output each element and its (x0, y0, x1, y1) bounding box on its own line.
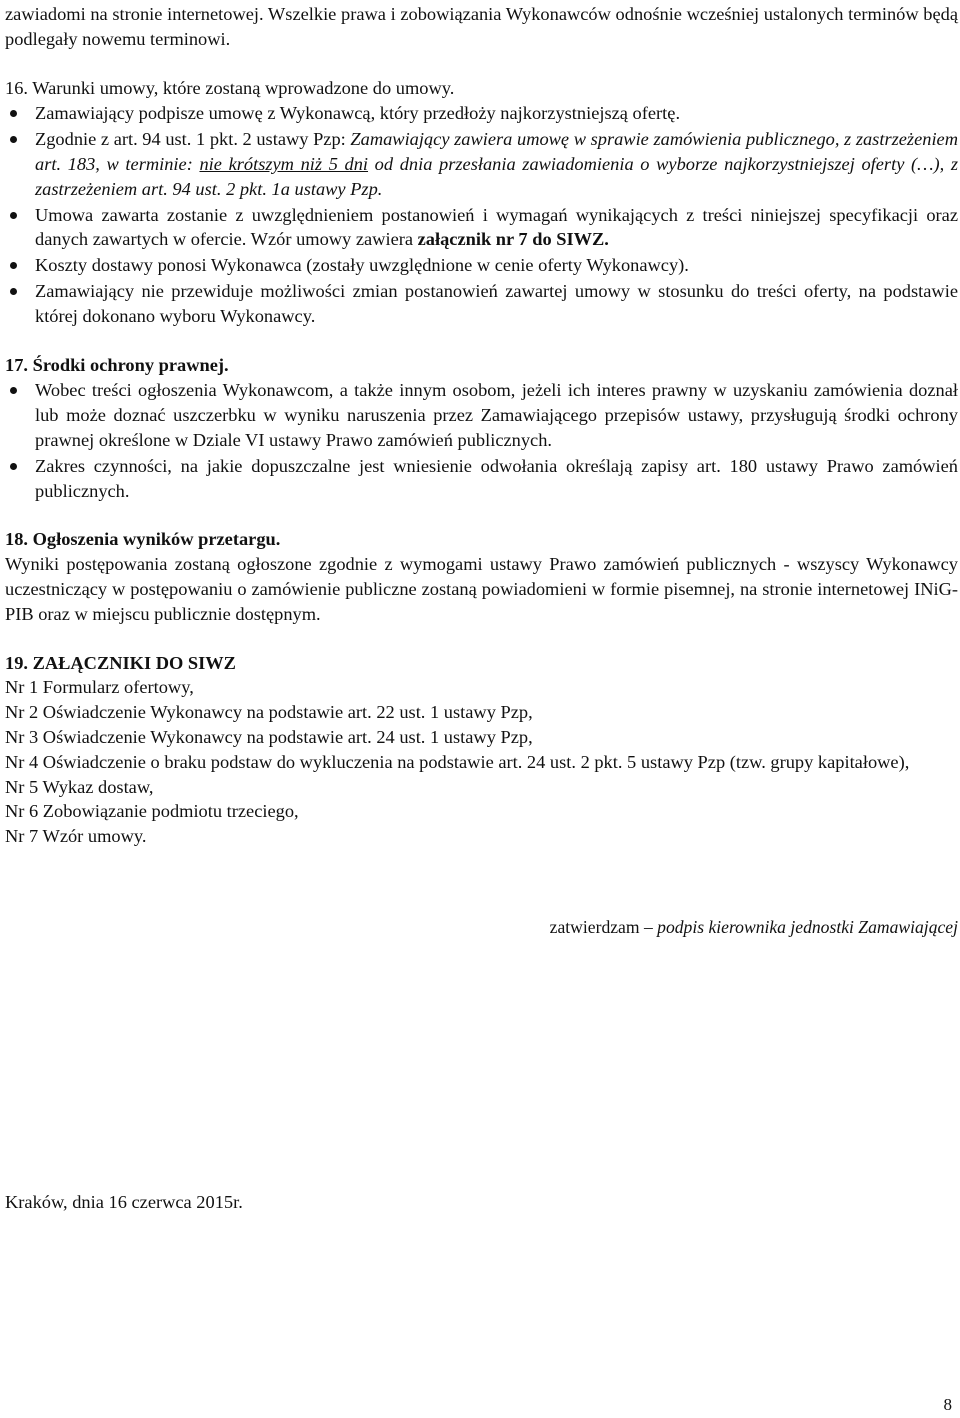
list-item (5, 203, 958, 253)
list-item (5, 253, 958, 278)
section-18-paragraph: Wyniki postępowania zostaną ogłoszone zgodnie z wymogami ustawy Prawo zamówień publicznych - wszyscy Wykonawcy uczestniczący w postępowaniu o zamówienie publiczne zostaną powiadomieni w formie pisemnej, na stronie internetowej INiG-PIB oraz w miejscu publicznie dostępnym. (5, 554, 958, 624)
item-text: Zamawiający nie przewiduje możliwości zmian postanowień zawartej umowy w stosunku do treści oferty, na podstawie której dokonano wyboru Wykonawcy. (35, 280, 958, 326)
item-text: Wobec treści ogłoszenia Wykonawcom, a także innym osobom, jeżeli ich interes prawny w uzyskaniu zamówienia doznał lub może doznać uszczerbku w wyniku naruszenia przez Zamawiającego przepisów ustawy, przysługują środki ochrony prawnej określone w Dziale VI ustawy Prawo zamówień publicznych. (35, 380, 958, 450)
page-number: 8 (943, 1395, 952, 1414)
list-item (5, 279, 958, 329)
section-16-title: 16. Warunki umowy, które zostaną wprowadzone do umowy. (5, 77, 455, 98)
item-text: Zamawiający podpisze umowę z Wykonawcą, który przedłoży najkorzystniejszą ofertę. (35, 103, 681, 124)
attachment-item: Nr 7 Wzór umowy. (5, 826, 147, 847)
item-text: Zakres czynności, na jakie dopuszczalne jest wniesienie odwołania określają zapisy art. 180 ustawy Prawo zamówień publicznych. (35, 455, 958, 501)
section-18-title: 18. Ogłoszenia wyników przetargu. (5, 529, 281, 550)
item-text-bold: załącznik nr 7 do SIWZ. (417, 229, 609, 250)
attachment-item: Nr 6 Zobowiązanie podmiotu trzeciego, (5, 801, 299, 822)
document-page (5, 0, 958, 849)
attachment-item: Nr 4 Oświadczenie o braku podstaw do wykluczenia na podstawie art. 24 ust. 2 pkt. 5 ustawy Pzp (tzw. grupy kapitałowe), (5, 751, 910, 772)
list-item (5, 127, 958, 201)
signature-caption: podpis kierownika jednostki Zamawiającej (657, 917, 958, 937)
intro-paragraph: zawiadomi na stronie internetowej. Wszelkie prawa i zobowiązania Wykonawców odnośnie wcześniej ustalonych terminów będą podlegały nowemu terminowi. (5, 4, 958, 49)
attachment-item: Nr 3 Oświadczenie Wykonawcy na podstawie art. 24 ust. 1 ustawy Pzp, (5, 726, 533, 747)
item-text-italic: od dnia przesłania zawiadomienia o wyborze najkorzystniejszej oferty (…), z zastrzeżeniem art. 94 ust. 2 pkt. 1a ustawy Pzp. (35, 153, 958, 199)
list-item (5, 454, 958, 504)
attachment-item: Nr 5 Wykaz dostaw, (5, 776, 154, 797)
approval-label: zatwierdzam – (549, 917, 658, 937)
section-17-list (5, 378, 958, 503)
list-item (5, 378, 958, 452)
attachment-item: Nr 2 Oświadczenie Wykonawcy na podstawie art. 22 ust. 1 ustawy Pzp, (5, 702, 533, 723)
item-text: Koszty dostawy ponosi Wykonawca (zostały uwzględnione w cenie oferty Wykonawcy). (35, 255, 689, 276)
attachment-item: Nr 1 Formularz ofertowy, (5, 677, 194, 698)
list-item (5, 101, 958, 126)
item-text: Umowa zawarta zostanie z uwzględnieniem postanowień i wymagań wynikających z treści niniejszej specyfikacji oraz danych zawartych w ofercie. Wzór umowy zawiera (35, 204, 958, 250)
date-line: Kraków, dnia 16 czerwca 2015r. (5, 1192, 243, 1212)
attachments-list (5, 675, 958, 849)
item-text-underlined: nie krótszym niż 5 dni (199, 153, 369, 174)
item-text-italic: Zamawiający zawiera umowę w sprawie zamówienia publicznego, z zastrzeżeniem art. 183, w terminie: (35, 129, 958, 174)
section-17-title: 17. Środki ochrony prawnej. (5, 354, 229, 375)
section-16-list (5, 101, 958, 328)
item-text: Zgodnie z art. 94 ust. 1 pkt. 2 ustawy Pzp: (35, 129, 351, 150)
approval-line (550, 915, 958, 940)
section-19-title: 19. ZAŁĄCZNIKI DO SIWZ (5, 652, 236, 673)
